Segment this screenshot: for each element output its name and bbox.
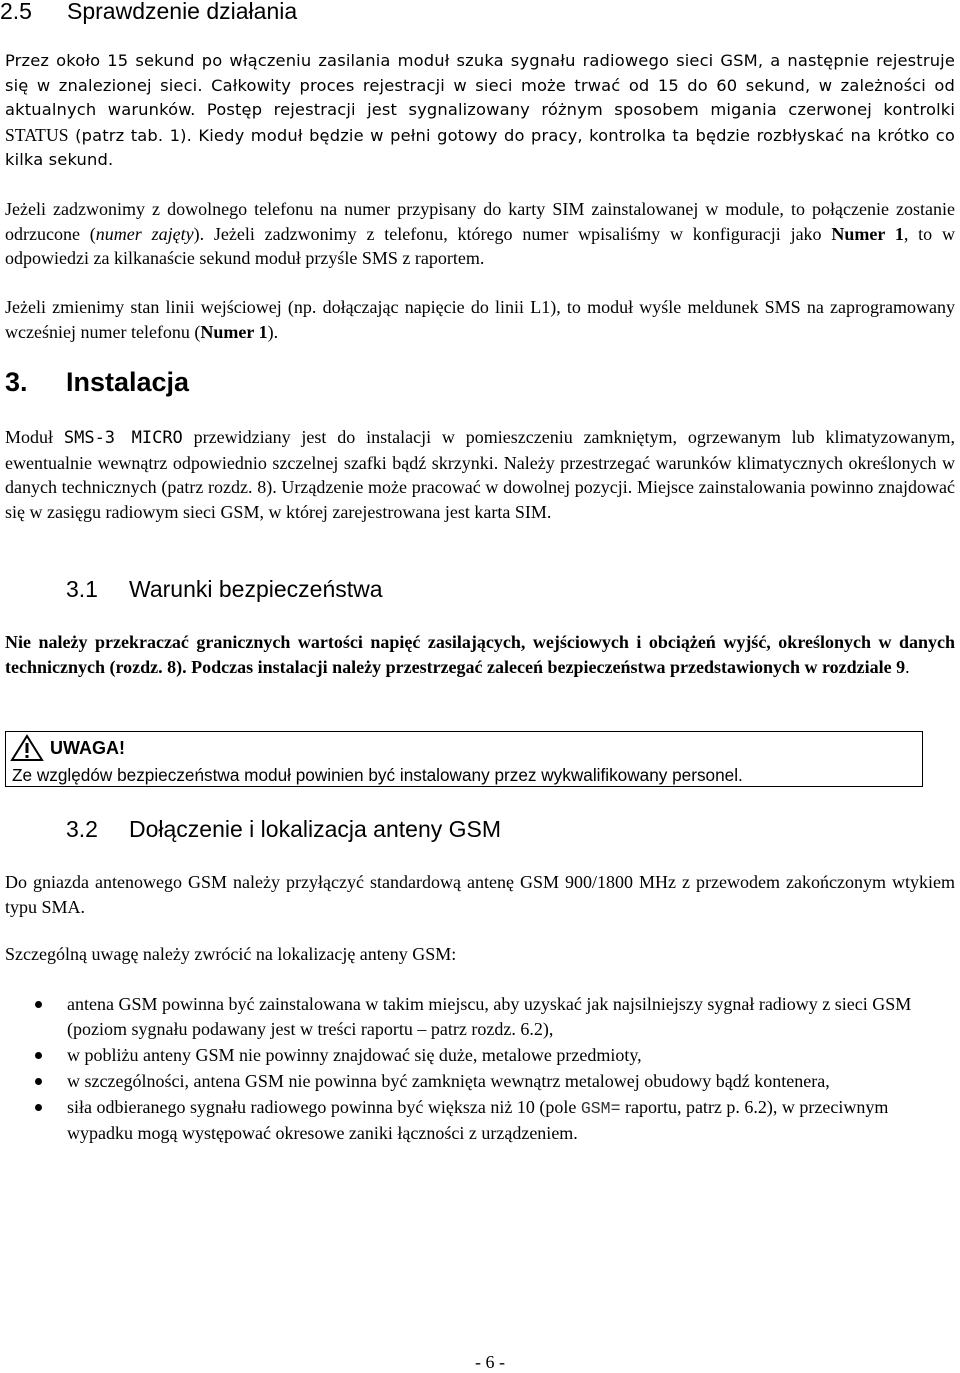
list-item-text: antena GSM powinna być zainstalowana w takim miejscu, aby uzyskać jak najsilniejszy sygnał radiowy z sieci GSM (poziom sygnału podawany jest w treści raportu – patrz rozdz. 6.2), — [67, 994, 912, 1039]
list-item — [0, 992, 955, 1041]
page-number: - 6 - — [475, 1352, 505, 1372]
list-item — [0, 1069, 955, 1094]
section-heading-3-2 — [66, 816, 501, 843]
section-title: Dołączenie i lokalizacja anteny GSM — [129, 816, 502, 842]
list-item-text: siła odbieranego sygnału radiowego powinna być większa niż 10 (pole — [67, 1096, 581, 1117]
number-1-term: Numer 1 — [200, 321, 268, 342]
chapter-number: 3. — [5, 367, 28, 397]
text-run: . — [905, 656, 910, 677]
chapter-heading-3 — [5, 367, 189, 398]
section-title: Warunki bezpieczeństwa — [129, 576, 383, 602]
section-heading-3-1 — [66, 576, 383, 603]
section-number: 3.2 — [66, 816, 98, 842]
paragraph-input — [5, 295, 955, 344]
text-run: (patrz tab. 1). Kiedy moduł będzie w pełni gotowy do pracy, kontrolka ta będzie rozbłyskać na krótko co kilka sekund. — [5, 125, 955, 169]
bullet-icon — [35, 1001, 42, 1008]
section-number: 3.1 — [66, 576, 98, 602]
text-run: Jeżeli zadzwonimy z dowolnego telefonu na numer przypisany do karty SIM zainstalowanej w module, to połączenie zostanie odrzucone ( — [5, 199, 955, 244]
warning-title: UWAGA! — [50, 738, 125, 758]
list-item-text: w pobliżu anteny GSM nie powinny znajdować się duże, metalowe przedmioty, — [67, 1044, 642, 1065]
section-number: 2.5 — [0, 0, 32, 24]
status-term: STATUS — [5, 124, 69, 145]
text-run: Moduł — [5, 427, 64, 447]
paragraph-calls — [5, 197, 955, 271]
section-title: Sprawdzenie działania — [67, 0, 298, 24]
text-run: Jeżeli zmienimy stan linii wejściowej (np. dołączając napięcie do linii L1), to moduł wyśle meldunek SMS na zaprogramowany wcześniej numer telefonu ( — [5, 297, 955, 342]
chapter-title: Instalacja — [66, 367, 190, 397]
busy-term: numer zajęty — [95, 223, 194, 244]
paragraph-antenna-location: Szczególną uwagę należy zwrócić na lokalizację anteny GSM: — [5, 944, 457, 964]
bullet-icon — [35, 1104, 42, 1111]
section-heading-2-5 — [0, 0, 297, 25]
warning-triangle-icon — [10, 734, 44, 762]
bullet-icon — [35, 1052, 42, 1059]
text-run: ). — [267, 321, 279, 342]
list-item — [0, 1095, 955, 1146]
safety-bold-text: Nie należy przekraczać granicznych wartości napięć zasilających, wejściowych i obciążeń wyjść, określonych w danych technicznych (rozdz. 8). Podczas instalacji należy przestrzegać zaleceń bezpieczeństwa przedstawionych w rozdziale 9 — [5, 632, 955, 677]
text-run: Przez około 15 sekund po włączeniu zasilania moduł szuka sygnału radiowego sieci GSM, a następnie rejestruje się w znalezionej sieci. Całkowity proces rejestracji w sieci może trwać od 15 do 60 sekund, w zależności od aktualnych warunków. Postęp rejestracji jest sygnalizowany różnym sposobem migania czerwonej kontrolki — [5, 51, 955, 119]
warning-text: Ze względów bezpieczeństwa moduł powinien być instalowany przez wykwalifikowany personel. — [12, 765, 743, 785]
gsm-field-term: GSM= — [580, 1098, 621, 1118]
list-item — [0, 1043, 955, 1068]
bullet-icon — [35, 1078, 42, 1085]
text-run: przewidziany jest do instalacji w pomieszczeniu zamkniętym, ogrzewanym lub klimatyzowanym, ewentualnie wewnątrz odpowiednio szczelnej szafki bądź skrzynki. Należy przestrzegać warunków klimatycznych określonych w danych technicznych (patrz rozdz. 8). Urządzenie może pracować w dowolnej pozycji. Miejsce zainstalowania powinno znajdować się w zasięgu radiowym sieci GSM, w której zarejestrowana jest karta SIM. — [5, 427, 955, 522]
paragraph-safety — [5, 630, 955, 679]
antenna-guidelines-list — [0, 992, 955, 1147]
list-item-text: raportu, patrz p. 6.2), w przeciwnym wypadku mogą występować okresowe zaniki łączności z urządzeniem. — [67, 1096, 889, 1143]
paragraph-registration — [5, 49, 955, 173]
number-1-term: Numer 1 — [831, 223, 904, 244]
paragraph-installation — [5, 425, 955, 524]
product-name: SMS-3 MICRO — [63, 428, 183, 448]
paragraph-antenna-socket: Do gniazda antenowego GSM należy przyłączyć standardową antenę GSM 900/1800 MHz z przewodem zakończonym wtykiem typu SMA. — [5, 872, 955, 917]
list-item-text: w szczególności, antena GSM nie powinna być zamknięta wewnątrz metalowej obudowy bądź kontenera, — [67, 1070, 830, 1091]
text-run: , to w odpowiedzi za kilkanaście sekund moduł przyśle SMS z raportem. — [5, 223, 955, 268]
text-run: ). Jeżeli zadzwonimy z telefonu, którego numer wpisaliśmy w konfiguracji jako — [193, 223, 832, 244]
warning-box — [5, 731, 923, 787]
